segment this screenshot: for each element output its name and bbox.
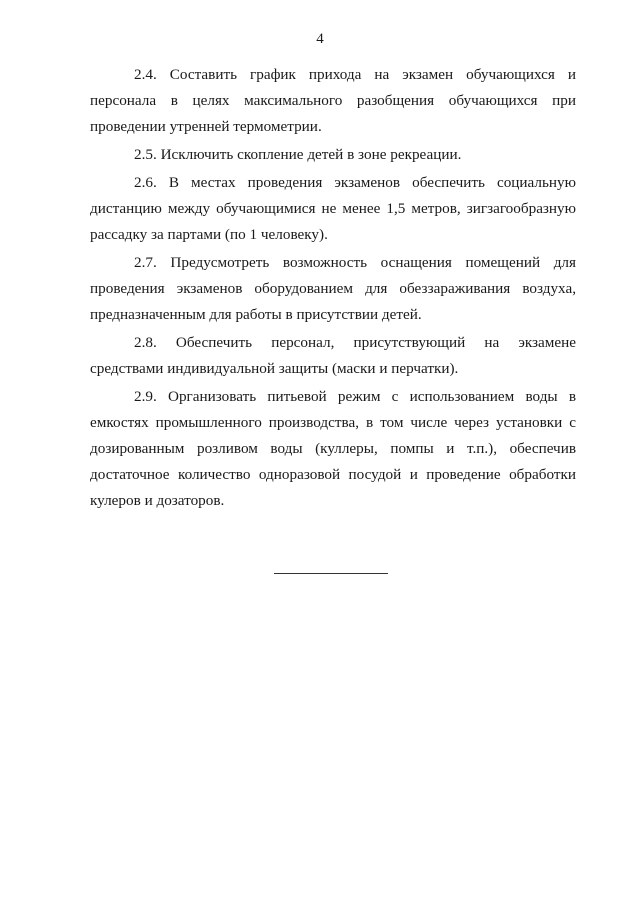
- paragraph-2-5: 2.5. Исключить скопление детей в зоне рекреации.: [134, 146, 462, 163]
- document-body: [90, 62, 576, 516]
- paragraph-2-6: 2.6. В местах проведения экзаменов обеспечить социальную дистанцию между обучающимися не менее 1,5 метров, зигзагообразную рассадку за партами (по 1 человеку).: [90, 174, 576, 243]
- page-number: 4: [316, 31, 324, 47]
- paragraph-2-4: 2.4. Составить график прихода на экзамен обучающихся и персонала в целях максимального разобщения обучающихся при проведении утренней термометрии.: [90, 66, 576, 135]
- paragraph-2-7: 2.7. Предусмотреть возможность оснащения помещений для проведения экзаменов оборудованием для обеззараживания воздуха, предназначенным для работы в присутствии детей.: [90, 254, 576, 323]
- end-separator-line: [274, 573, 388, 574]
- paragraph-2-9: 2.9. Организовать питьевой режим с использованием воды в емкостях промышленного производства, в том числе через установки с дозированным розливом воды (куллеры, помпы и т.п.), обеспечив достаточное количество одноразовой посудой и проведение обработки кулеров и дозаторов.: [90, 388, 576, 509]
- paragraph-2-8: 2.8. Обеспечить персонал, присутствующий на экзамене средствами индивидуальной защиты (маски и перчатки).: [90, 334, 576, 377]
